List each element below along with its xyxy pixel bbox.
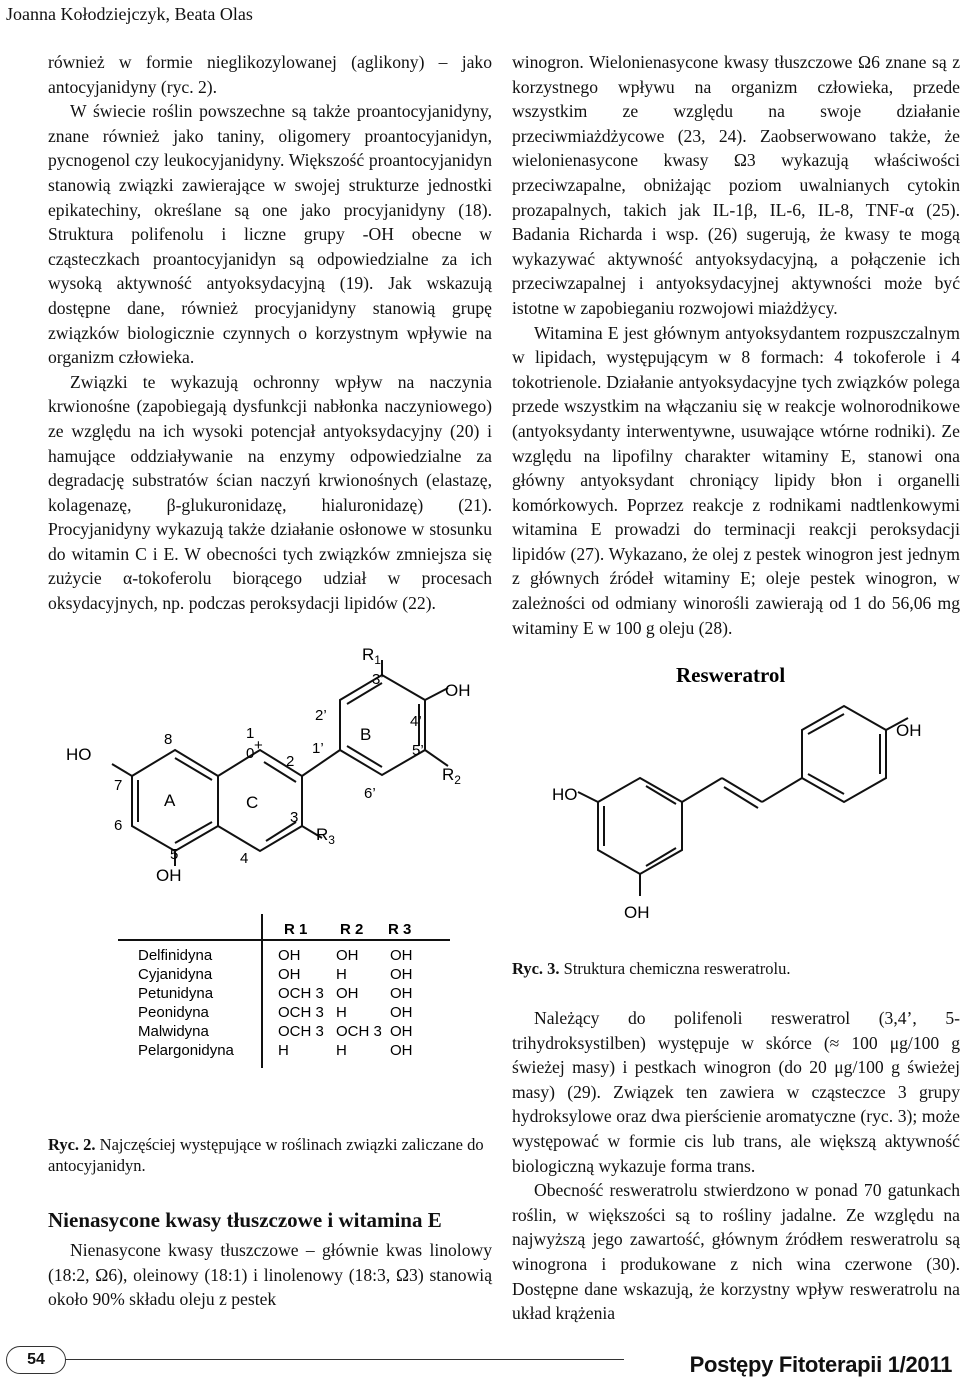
label-8: 8 (164, 731, 173, 748)
label-7: 7 (114, 777, 123, 794)
label-5: 5 (170, 846, 179, 863)
r1-sub: 1 (374, 653, 381, 667)
figure-anthocyanidin-structure (40, 638, 492, 1148)
paragraph: Związki te wykazują ochronny wpływ na naczynia krwionośne (zapobiegają dysfunkcji nabłonka naczyniowego) ze względu na ich wysoki potencjał antyoksydacyjny (20) i hamujące oddziaływanie na enzymy odpowiedzialne za degradację substratów ścian naczyń krwionośnych (elastazę, kolagenazę, β-glukuronidazę, hialuronidazę) (21). Procyjanidyny wykazują także działanie osłonowe w stosunku do witamin C i E. W obecności tych związków zmniejsza się zużycie α-tokoferolu biorącego udział w procesach oksydacyjnych, np. podczas peroksydacji lipidów (22). (48, 371, 492, 614)
paragraph: Nienasycone kwasy tłuszczowe – głównie kwas linolowy (18:2, Ω6), oleinowy (18:1) i linolenowy (18:3, Ω3) stanowią około 90% składu oleju z pestek (48, 1240, 492, 1310)
table-header-r1: R 1 (284, 921, 308, 938)
ring-c-label: C (246, 793, 259, 812)
figure2-caption-text: Najczęściej występujące w roślinach związki zaliczane do antocyjanidyn. (48, 1135, 484, 1175)
svg-text:R1 (362, 645, 381, 667)
right-column-bottom-text (512, 1006, 960, 1326)
table-cell-r3: OH (390, 947, 413, 964)
table-cell-r1: OH (278, 947, 301, 964)
table-cell-r3: OH (390, 1004, 413, 1021)
paragraph: Należący do polifenoli resweratrol (3,4’, 5-trihydroksystilben) występuje w skórce (≈ 100 μg/100 g świeżej masy) i pestkach winogron (do 20 μg/100 g świeżej masy) (29). Związek ten zawiera w cząsteczce 3 grupy hydroksylowe oraz dwa pierścienie aromatyczne (ryc. 3); może występować w formie cis lub trans, ale większą aktywność biologiczną wykazuje forma trans. (512, 1008, 960, 1176)
paragraph: również w formie nieglikozylowanej (aglikony) – jako antocyjanidyny (ryc. 2). (48, 52, 492, 97)
figure-resveratrol-structure (512, 660, 960, 950)
label-2p: 2’ (315, 707, 327, 724)
paragraph: W świecie roślin powszechne są także proantocyjanidyny, znane również jako taniny, oligomery proantocyjanidyn, pycnogenol czy leukocyjanidyny. Większość proantocyjanidyn stanowią związki zawierające w swojej strukturze jednostki epikatechiny, określane są one jako procyjanidyny (18). Struktura polifenolu i liczne grupy -OH obecne w cząsteczkach proantocyjanidyn są odpowiedzialne za ich wysoką aktywność antyoksydacyjną (19). Jak wskazują dostępne dane, również procyjanidyny stanowią grupę związków biologicznie czynnych o korzystnym wpływie na organizm człowieka. (48, 101, 492, 368)
table-cell-name: Delfinidyna (138, 947, 213, 964)
ho-label: HO (66, 745, 92, 764)
section-heading: Nienasycone kwasy tłuszczowe i witamina E (48, 1208, 442, 1232)
table-header-r2: R 2 (340, 921, 364, 938)
oh-top-label: OH (445, 681, 471, 700)
label-4: 4 (240, 850, 249, 867)
r3-sub: 3 (328, 833, 335, 847)
ho-left-label: HO (552, 785, 578, 804)
label-1p: 1’ (312, 740, 324, 757)
table-cell-r2: OH (336, 985, 359, 1002)
figure2-caption (48, 1134, 492, 1176)
footer-rule (64, 1359, 624, 1360)
table-cell-name: Peonidyna (138, 1004, 209, 1021)
table-cell-r2: H (336, 1004, 347, 1021)
table-cell-name: Malwidyna (138, 1023, 209, 1040)
label-1: 1 (246, 725, 255, 742)
table-cell-r1: OCH 3 (278, 1004, 324, 1021)
table-header-r3: R 3 (388, 921, 412, 938)
running-header-authors: Joanna Kołodziejczyk, Beata Olas (6, 4, 253, 24)
table-cell-r2: OCH 3 (336, 1023, 382, 1040)
anthocyanidin-table-rows (138, 947, 413, 1059)
table-cell-r1: H (278, 1042, 289, 1059)
label-6p: 6’ (364, 785, 376, 802)
oh-bottom-label: OH (624, 903, 650, 922)
ring-b-label: B (360, 725, 372, 744)
table-cell-name: Pelargonidyna (138, 1042, 234, 1059)
figure2-caption-label: Ryc. 2. (48, 1135, 96, 1154)
table-cell-r3: OH (390, 985, 413, 1002)
table-cell-r2: H (336, 1042, 347, 1059)
figure3-caption-text: Struktura chemiczna resweratrolu. (563, 959, 791, 978)
table-cell-r2: OH (336, 947, 359, 964)
paragraph: Witamina E jest głównym antyoksydantem rozpuszczalnym w lipidach, występującym w 8 formach: 4 tokoferole i 4 tokotrienole. Działanie antyoksydacyjne tych związków polega przede wszystkim na włączaniu się w reakcje wolnorodnikowe (antyoksydanty interwentywne, usuwające wtórne rodniki). Ze względu na lipofilny charakter witaminy E, stanowi ona główny antyoksydant chroniący lipidy błon i organelli komórkowych. Poprzez reakcje z rodnikami nadtlenkowymi witamina E prowadzi do terminacji reakcji peroksydacji lipidów (27). Wykazano, że olej z pestek winogron jest jednym z głównych źródeł witaminy E; oleje pestek winogron, w zależności od odmiany winorośli zawierają od 1 do 56,06 mg witaminy E w 100 g oleju (28). (512, 322, 960, 638)
r2-label: R (442, 765, 455, 784)
svg-text:R2 (442, 765, 461, 787)
figure3-title: Resweratrol (676, 663, 786, 687)
page-number: 54 (6, 1346, 66, 1374)
label-4p: 4’ (410, 713, 422, 730)
table-cell-r3: OH (390, 1023, 413, 1040)
table-cell-r1: OCH 3 (278, 1023, 324, 1040)
svg-text:R3 (316, 825, 335, 847)
table-cell-r3: OH (390, 966, 413, 983)
label-2: 2 (286, 753, 295, 770)
left-column-bottom-text (48, 1238, 492, 1312)
ring-a-label: A (164, 791, 176, 810)
right-column-text (512, 50, 960, 640)
table-cell-r3: OH (390, 1042, 413, 1059)
label-6: 6 (114, 817, 123, 834)
label-0: 0 (246, 745, 255, 762)
journal-name: Postępy Fitoterapii 1/2011 (689, 1352, 952, 1377)
paragraph: Obecność resweratrolu stwierdzono w ponad 70 gatunkach roślin, w większości są to rośliny jadalne. Ze względu na najwyższą jego zawartość, głównym źródłem resweratrolu są winogrona i produkowane z nich wina czerwone (30). Dostępne dane wskazują, że korzystny wpływ resweratrolu na układ krążenia (512, 1180, 960, 1324)
anthocyanidin-diagram (40, 638, 492, 1148)
table-cell-name: Cyjanidyna (138, 966, 213, 983)
table-cell-r1: OH (278, 966, 301, 983)
left-column-text (48, 50, 492, 616)
table-cell-name: Petunidyna (138, 985, 214, 1002)
oh-bottom-label: OH (156, 866, 182, 885)
table-cell-r1: OCH 3 (278, 985, 324, 1002)
table-cell-r2: H (336, 966, 347, 983)
label-3p: 3’ (372, 671, 384, 688)
paragraph: winogron. Wielonienasycone kwasy tłuszczowe Ω6 znane są z korzystnego wpływu na organizm człowieka, przede wszystkim ze względu na swoje działanie przeciwmiażdżycowe (23, 24). Zaobserwowano także, że wielonienasycone kwasy Ω3 wykazują właściwości przeciwzapalne, obniżając poziom uwalnianych cytokin prozapalnych, takich jak IL-1β, IL-6, IL-8, TNF-α (25). Badania Richarda i wsp. (26) sugerują, że kwasy te mogą wykazywać aktywność antyoksydacyjną, a połączenie ich przeciwzapalnej i antyoksydacyjnej aktywności może być istotne w zapobieganiu rozwojowi miażdżycy. (512, 52, 960, 318)
r2-sub: 2 (454, 773, 461, 787)
label-5p: 5’ (412, 742, 424, 759)
label-plus: + (254, 737, 263, 754)
label-3: 3 (290, 809, 299, 826)
r1-label: R (362, 645, 375, 664)
resveratrol-diagram (512, 660, 960, 950)
r3-label: R (316, 825, 329, 844)
figure3-caption-label: Ryc. 3. (512, 959, 560, 978)
oh-top-label: OH (896, 721, 922, 740)
figure3-caption (512, 958, 960, 979)
